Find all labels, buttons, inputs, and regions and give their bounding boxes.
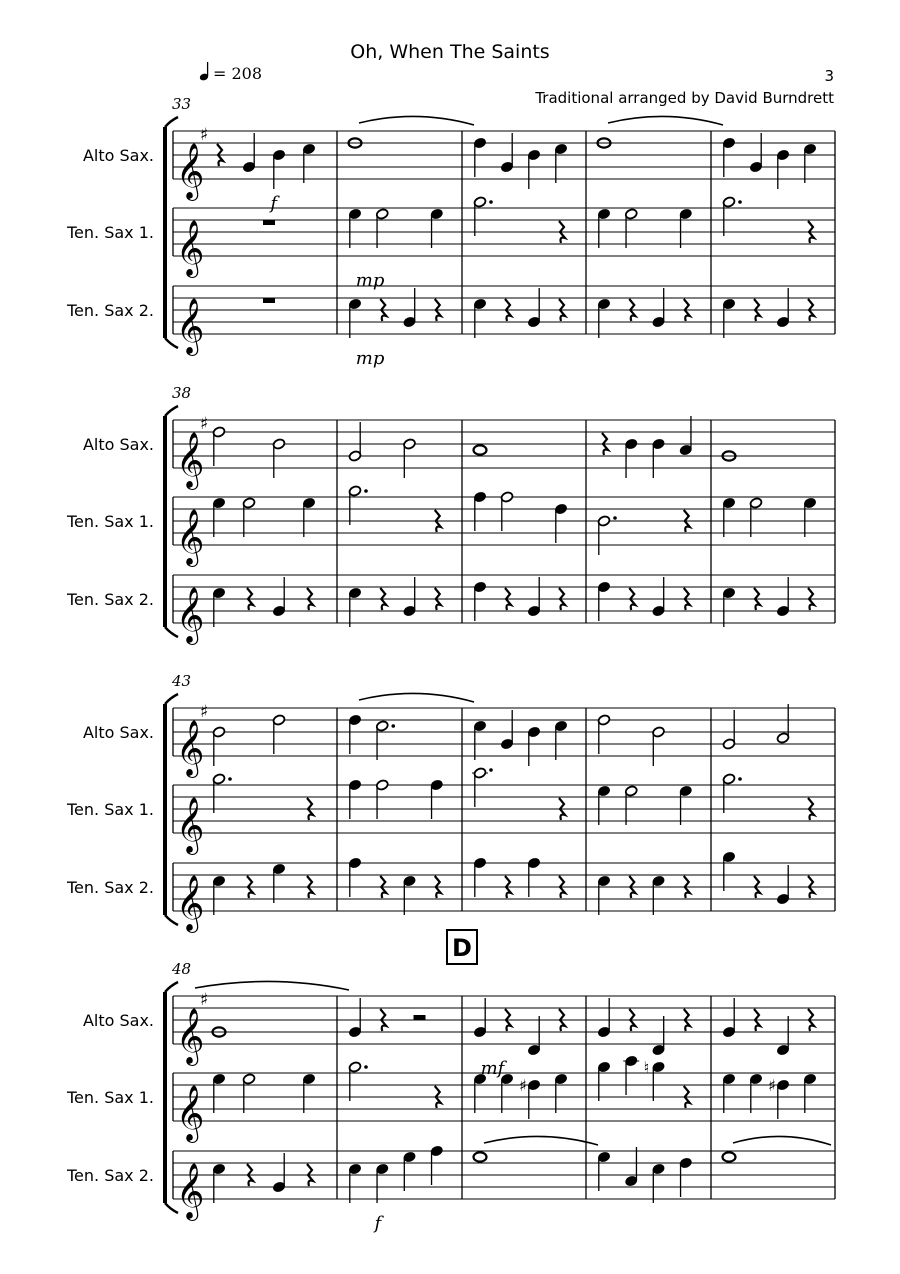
staff	[66, 575, 835, 645]
sharp-icon: ♯	[768, 1076, 776, 1095]
whole-note	[723, 1152, 736, 1161]
treble-clef-icon: 𝄞	[176, 1163, 205, 1219]
dynamic-marking: f	[270, 193, 278, 214]
system-bracket	[163, 992, 167, 1203]
staff	[66, 1136, 835, 1221]
treble-clef-icon: 𝄞	[176, 220, 205, 276]
whole-note	[474, 1152, 487, 1161]
dot	[738, 200, 742, 204]
part-name: Ten. Sax 2.	[67, 301, 154, 320]
system-bracket	[163, 127, 167, 338]
staff	[83, 981, 835, 1073]
part-name: Ten. Sax 1.	[67, 1088, 154, 1107]
part-name: Ten. Sax 1.	[67, 223, 154, 242]
tie	[359, 116, 474, 125]
treble-clef-icon: 𝄞	[176, 1085, 205, 1141]
treble-clef-icon: 𝄞	[176, 1008, 205, 1064]
sharp-icon: ♯	[200, 125, 209, 145]
staff	[66, 1055, 835, 1151]
rest-icon	[263, 220, 275, 225]
part-name: Ten. Sax 2.	[67, 1166, 154, 1185]
score-system	[66, 384, 835, 645]
part-name: Ten. Sax 2.	[67, 878, 154, 897]
part-name: Alto Sax.	[82, 1011, 154, 1030]
dot	[391, 724, 395, 728]
rest-icon	[414, 1015, 426, 1020]
dot	[613, 516, 617, 520]
bar-number: 43	[172, 672, 192, 690]
page-number: 3	[824, 67, 834, 85]
staff	[66, 485, 835, 575]
bar-number: 48	[172, 960, 192, 978]
system-bracket	[163, 416, 167, 627]
bar-number: 33	[172, 95, 192, 113]
part-name: Alto Sax.	[82, 435, 154, 454]
sharp-icon: ♯	[200, 414, 209, 434]
natural-icon: ♮	[643, 1058, 650, 1077]
staff	[66, 851, 835, 933]
bracket-hook	[165, 117, 178, 127]
sharp-icon: ♯	[200, 990, 209, 1010]
treble-clef-icon: 𝄞	[176, 432, 205, 488]
dynamic-marking: mp	[355, 348, 385, 369]
staff	[83, 116, 835, 208]
tie	[733, 1136, 831, 1145]
whole-note	[474, 445, 487, 454]
rest-icon	[263, 298, 275, 303]
system-bracket	[163, 704, 167, 915]
tempo-marking: = 208	[213, 64, 263, 83]
treble-clef-icon: 𝄞	[176, 797, 205, 853]
treble-clef-icon: 𝄞	[176, 720, 205, 776]
dot	[489, 768, 493, 772]
staff	[66, 767, 835, 863]
bar-number: 38	[172, 384, 192, 402]
treble-clef-icon: 𝄞	[176, 509, 205, 565]
treble-clef-icon: 𝄞	[176, 875, 205, 931]
score-system	[66, 930, 835, 1234]
dot	[738, 777, 742, 781]
part-name: Alto Sax.	[82, 723, 154, 742]
systems	[66, 95, 835, 1234]
part-name: Ten. Sax 2.	[67, 590, 154, 609]
rehearsal-mark: D	[452, 934, 472, 962]
dot	[228, 777, 232, 781]
part-name: Ten. Sax 1.	[67, 512, 154, 531]
composer-credit: Traditional arranged by David Burndrett	[535, 89, 834, 107]
bracket-hook	[165, 406, 178, 416]
sharp-icon: ♯	[519, 1076, 527, 1095]
tie	[359, 693, 474, 702]
dot	[364, 1065, 368, 1069]
tie	[484, 1136, 598, 1145]
score-system	[66, 672, 835, 933]
treble-clef-icon: 𝄞	[176, 143, 205, 199]
staff	[83, 693, 835, 785]
tie	[195, 981, 349, 990]
treble-clef-icon: 𝄞	[176, 298, 205, 354]
dynamic-marking: f	[374, 1213, 382, 1234]
quarter-note-icon	[199, 62, 209, 81]
staff	[83, 414, 835, 497]
dot	[489, 200, 493, 204]
dot	[364, 489, 368, 493]
page-title: Oh, When The Saints	[350, 41, 550, 63]
staff	[66, 196, 835, 286]
part-name: Alto Sax.	[82, 146, 154, 165]
sharp-icon: ♯	[200, 702, 209, 722]
dynamic-marking: mp	[355, 270, 385, 291]
staff	[66, 286, 835, 356]
treble-clef-icon: 𝄞	[176, 587, 205, 643]
score-system	[66, 95, 835, 369]
bracket-hook	[165, 694, 178, 704]
tie	[608, 116, 723, 125]
bracket-hook	[165, 982, 178, 992]
part-name: Ten. Sax 1.	[67, 800, 154, 819]
dynamic-marking: mf	[480, 1058, 505, 1079]
